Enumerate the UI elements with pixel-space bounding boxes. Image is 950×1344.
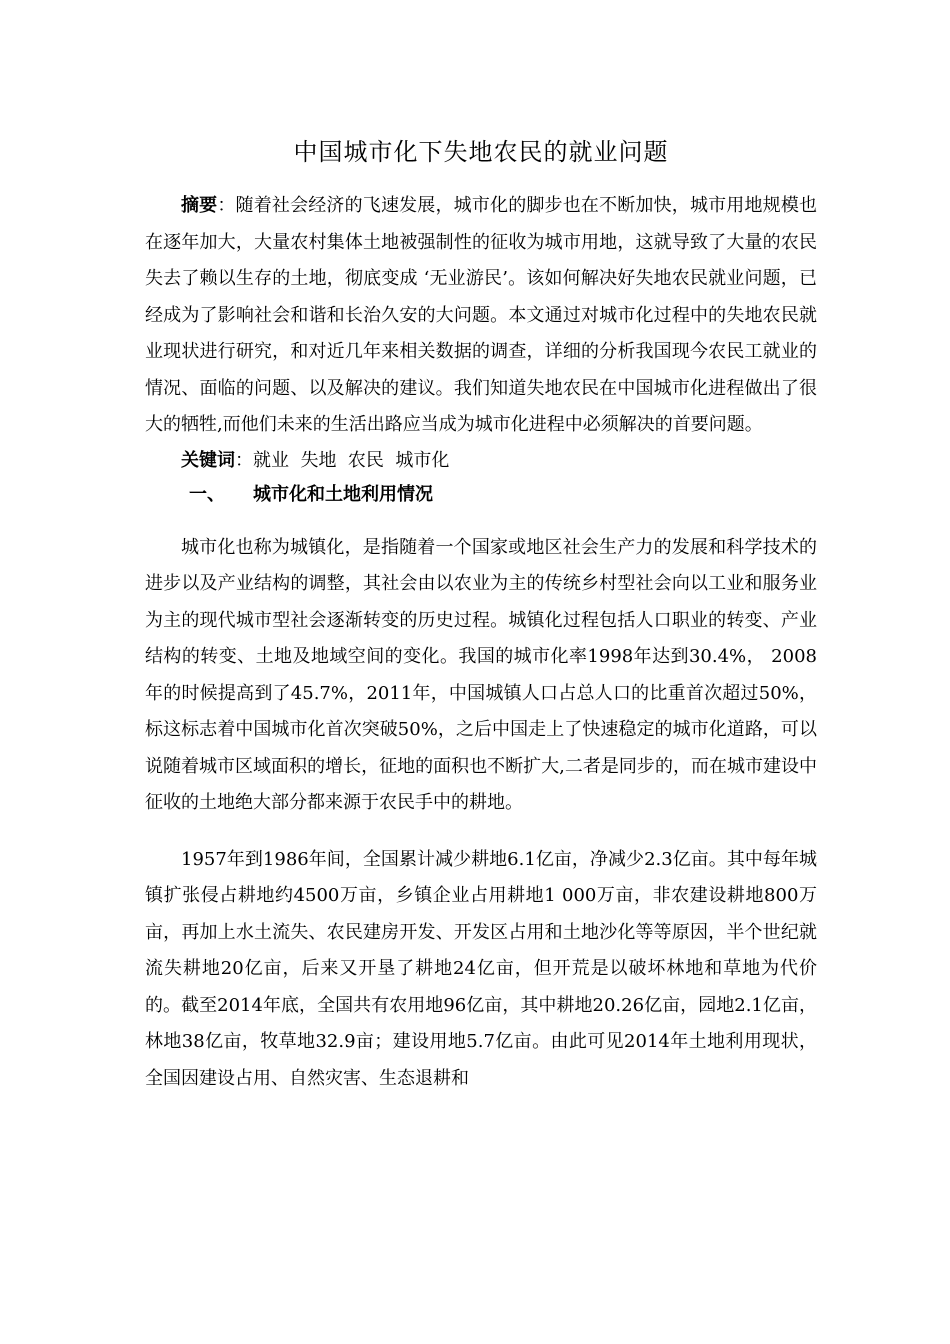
document-page	[145, 132, 817, 1097]
keywords-text: 就业 失地 农民 城市化	[253, 449, 450, 471]
body-paragraph-1: 城市化也称为城镇化，是指随着一个国家或地区社会生产力的发展和科学技术的进步以及产业结构的调整，其社会由以农业为主的传统乡村型社会向以工业和服务业为主的现代城市型社会逐渐转变的历史过程。城镇化过程包括人口职业的转变、产业结构的转变、土地及地域空间的变化。我国的城市化率1998年达到30.4%， 2008年的时候提高到了45.7%，2011年，中国城镇人口占总人口的比重首次超过50%，标这标志着中国城市化首次突破50%，之后中国走上了快速稳定的城市化道路，可以说随着城市区域面积的增长，征地的面积也不断扩大,二者是同步的，而在城市建设中征收的土地绝大部分都来源于农民手中的耕地。	[145, 536, 817, 813]
abstract-paragraph	[145, 188, 817, 444]
section-heading-text: 城市化和土地利用情况	[253, 483, 433, 505]
abstract-text: 随着社会经济的飞速发展，城市化的脚步也在不断加快，城市用地规模也在逐年加大，大量农村集体土地被强制性的征收为城市用地，这就导致了大量的农民失去了赖以生存的土地，彻底变成 ‘无业游民’。该如何解决好失地农民就业问题，已经成为了影响社会和谐和长治久安的大问题。本文通过对城市化过程中的失地农民就业现状进行研究，和对近几年来相关数据的调查，详细的分析我国现今农民工就业的情况、面临的问题、以及解决的建议。我们知道失地农民在中国城市化进程做出了很大的牺牲,而他们未来的生活出路应当成为城市化进程中必须解决的首要问题。	[145, 195, 818, 435]
keywords-colon: ：	[235, 449, 253, 471]
keywords-line	[145, 444, 817, 478]
body-paragraph-2: 1957年到1986年间，全国累计减少耕地6.1亿亩，净减少2.3亿亩。其中每年城镇扩张侵占耕地约4500万亩，乡镇企业占用耕地1 000万亩，非农建设耕地800万亩，再加上水土流失、农民建房开发、开发区占用和土地沙化等等原因，半个世纪就流失耕地20亿亩，后来又开垦了耕地24亿亩，但开荒是以破坏林地和草地为代价的。截至2014年底，全国共有农用地96亿亩，其中耕地20.26亿亩，园地2.1亿亩，林地38亿亩，牧草地32.9亩；建设用地5.7亿亩。由此可见2014年土地利用现状，全国因建设占用、自然灾害、生态退耕和	[145, 848, 817, 1089]
section-number: 一、	[189, 483, 225, 505]
document-title: 中国城市化下失地农民的就业问题	[293, 138, 669, 166]
abstract-colon: ：	[217, 195, 236, 216]
keywords-label: 关键词	[181, 449, 235, 471]
section-heading	[145, 478, 817, 512]
abstract-label: 摘要	[181, 195, 218, 216]
